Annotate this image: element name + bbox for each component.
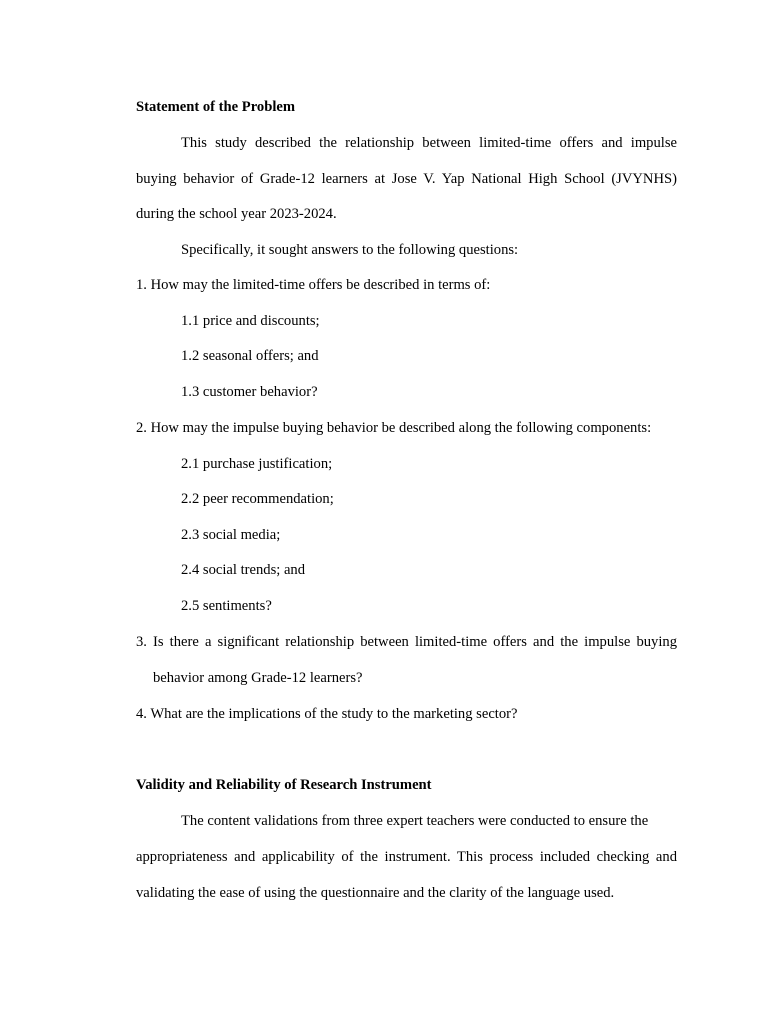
question-2-item: 2.5 sentiments? xyxy=(181,598,272,614)
question-1: 1. How may the limited-time offers be described in terms of: xyxy=(136,277,491,293)
paragraph-line: appropriateness and applicability of the instrument. This process included checking and xyxy=(136,849,677,865)
question-2-item: 2.1 purchase justification; xyxy=(181,456,333,472)
paragraph-line: buying behavior of Grade-12 learners at Jose V. Yap National High School (JVYNHS) xyxy=(136,171,677,187)
paragraph-line: during the school year 2023-2024. xyxy=(136,206,337,222)
section-heading-statement-of-problem: Statement of the Problem xyxy=(136,99,296,115)
paragraph-line: The content validations from three expert teachers were conducted to ensure the xyxy=(181,813,649,829)
paragraph-intro: Specifically, it sought answers to the following questions: xyxy=(181,242,519,258)
question-1-item: 1.1 price and discounts; xyxy=(181,313,320,329)
question-2-item: 2.2 peer recommendation; xyxy=(181,491,334,507)
question-1-item: 1.3 customer behavior? xyxy=(181,384,318,400)
section-heading-validity-reliability: Validity and Reliability of Research Instrument xyxy=(136,777,432,793)
question-4: 4. What are the implications of the study to the marketing sector? xyxy=(136,706,518,722)
question-1-item: 1.2 seasonal offers; and xyxy=(181,348,319,364)
paragraph-line: This study described the relationship between limited-time offers and impulse xyxy=(181,135,677,151)
question-3-continuation: behavior among Grade-12 learners? xyxy=(153,670,363,686)
question-2-item: 2.3 social media; xyxy=(181,527,281,543)
question-2-item: 2.4 social trends; and xyxy=(181,562,306,578)
question-2: 2. How may the impulse buying behavior be described along the following components: xyxy=(136,420,652,436)
paragraph-line: validating the ease of using the questionnaire and the clarity of the language used. xyxy=(136,885,615,901)
question-3: 3. Is there a significant relationship between limited-time offers and the impulse buying xyxy=(136,634,677,650)
